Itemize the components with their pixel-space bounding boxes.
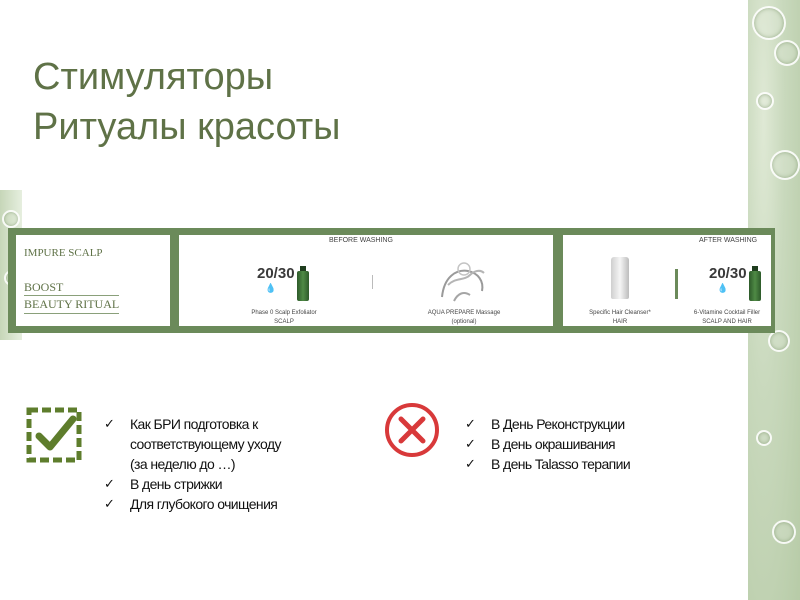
ritual-label-panel: [16, 235, 170, 326]
step2-caption: [404, 309, 524, 327]
checkmark-icon: ✓: [104, 476, 115, 491]
step2-name: AQUA PREPARE Massage: [427, 310, 501, 316]
recommended-item: [104, 414, 364, 474]
impure-scalp-label: IMPURE SCALP: [24, 247, 103, 259]
recommended-list: [104, 414, 364, 514]
step2-area: (optional): [451, 319, 477, 325]
after-washing-separator: [675, 269, 678, 299]
before-washing-panel: [179, 235, 553, 326]
recommended-item-line: соответствующему уходу: [130, 436, 281, 452]
checkmark-icon: ✓: [465, 436, 476, 451]
step4-name: 6-Vitamine Cocktail Filler: [693, 310, 761, 316]
step3-caption: [575, 309, 665, 327]
checkmark-icon: ✓: [104, 496, 115, 511]
boost-ritual-banner: [8, 228, 775, 333]
slide-title-line1: Стимуляторы: [33, 56, 274, 98]
recommended-item-line: (за неделю до …): [130, 456, 235, 472]
step1-name: Phase 0 Scalp Exfoliator: [251, 310, 317, 316]
checkmark-icon: ✓: [104, 416, 115, 431]
step4-caption: [683, 309, 771, 327]
step1-caption: [229, 309, 339, 327]
not-recommended-item-text: В День Реконструкции: [491, 416, 625, 432]
checkmark-icon: ✓: [465, 416, 476, 431]
not-recommended-item-text: В день Talasso терапии: [491, 456, 631, 472]
massage-hands-icon: [434, 257, 488, 303]
step1-drop-icon: 💧: [265, 283, 277, 293]
beauty-ritual-label: BEAUTY RITUAL: [24, 295, 119, 314]
check-icon: [24, 405, 84, 465]
before-washing-title: BEFORE WASHING: [329, 237, 393, 244]
not-recommended-item: [465, 434, 735, 454]
step4-dose: 20/30: [709, 265, 747, 282]
recommended-item: [104, 474, 364, 494]
step1-bottle-image: [297, 271, 309, 301]
step4-area: SCALP AND HAIR: [702, 319, 752, 325]
not-recommended-item-text: В день окрашивания: [491, 436, 616, 452]
step3-area: HAIR: [612, 319, 628, 325]
cross-icon: [383, 401, 441, 459]
after-washing-panel: [563, 235, 771, 326]
recommended-item-line: В день стрижки: [130, 476, 223, 492]
not-recommended-list: [465, 414, 735, 474]
recommended-item: [104, 494, 364, 514]
step3-cleanser-image: [611, 257, 629, 299]
step4-bottle-image: [749, 271, 761, 301]
recommended-item-line: Как БРИ подготовка к: [130, 416, 258, 432]
checkmark-icon: ✓: [465, 456, 476, 471]
step4-drop-icon: 💧: [717, 283, 729, 293]
step1-area: SCALP: [274, 319, 294, 325]
slide-title-line2: Ритуалы красоты: [33, 106, 341, 148]
step3-name: Specific Hair Cleanser*: [589, 310, 651, 316]
recommended-item-line: Для глубокого очищения: [130, 496, 278, 512]
boost-label: BOOST: [24, 280, 64, 294]
slide-title: [33, 52, 341, 152]
not-recommended-item: [465, 454, 735, 474]
step1-dose: 20/30: [257, 265, 295, 282]
after-washing-title: AFTER WASHING: [699, 237, 758, 244]
not-recommended-item: [465, 414, 735, 434]
before-washing-separator: [372, 275, 373, 289]
